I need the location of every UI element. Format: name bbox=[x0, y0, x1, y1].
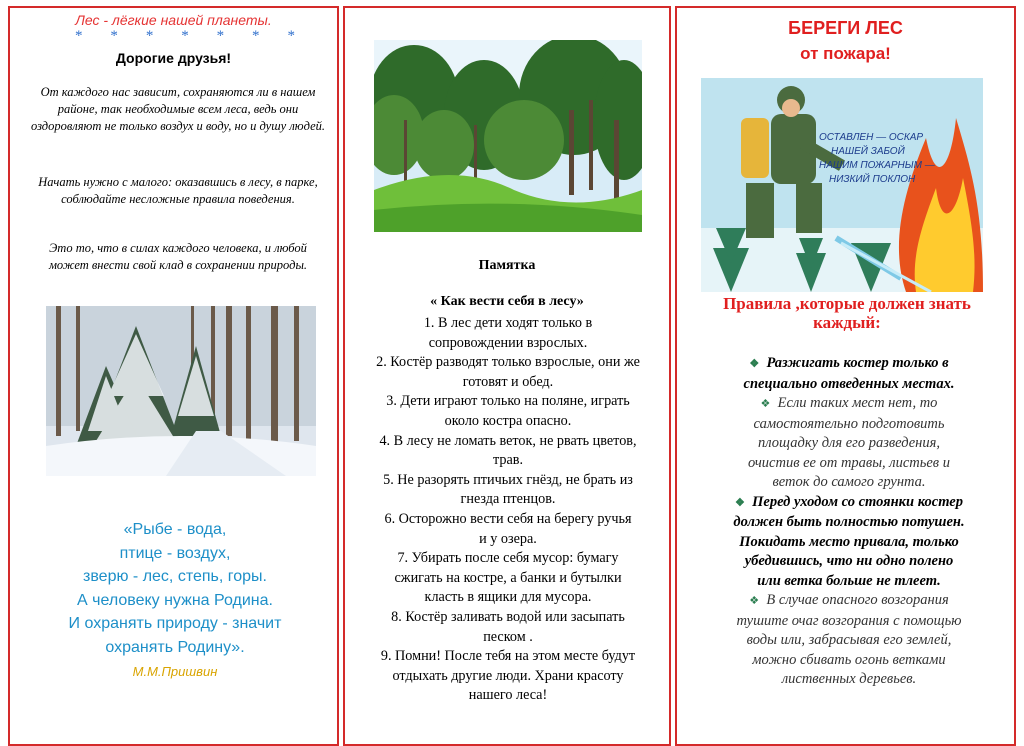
rule-line: сжигать на костре, а банки и бутылки bbox=[394, 569, 622, 586]
quote-line: «Рыбе - вода, bbox=[123, 521, 227, 538]
fire-rule-line: Разжигать костер только в bbox=[766, 355, 949, 371]
rule-item bbox=[349, 608, 667, 647]
rule-line: 7. Убирать после себя мусор: бумагу bbox=[397, 550, 619, 567]
fire-rule-line: или ветка больше не тлеет. bbox=[757, 572, 941, 589]
quote-line: зверю - лес, степь, горы. bbox=[83, 568, 267, 586]
star: * bbox=[252, 28, 260, 44]
forest-rules-list bbox=[349, 314, 667, 706]
fire-rule-line: Покидать место привала, только bbox=[739, 533, 959, 550]
fire-rules-title bbox=[687, 294, 1007, 332]
fire-rule-line: веток до самого грунта. bbox=[772, 474, 926, 490]
star: * bbox=[181, 28, 189, 44]
rule-line: 5. Не разорять птичьих гнёзд, не брать из bbox=[383, 471, 633, 488]
panel-left-title: Лес - лёгкие нашей планеты. bbox=[75, 12, 272, 28]
fire-rule-line: самостоятельно подготовить bbox=[753, 415, 945, 432]
rule-item bbox=[349, 471, 667, 510]
diamond-bullet-icon: ❖ bbox=[749, 595, 760, 607]
winter-forest-photo bbox=[46, 306, 316, 476]
summer-forest-photo bbox=[374, 40, 642, 232]
fire-rule-item bbox=[687, 394, 1011, 493]
rule-item bbox=[349, 510, 667, 549]
rule-line: 8. Костёр заливать водой или засыпать bbox=[391, 608, 625, 625]
poster-text-line: НИЗКИЙ ПОКЛОН bbox=[829, 174, 916, 185]
rule-line: отдыхать другие люди. Храни красоту bbox=[392, 667, 624, 684]
star: * bbox=[75, 28, 83, 44]
poster-text-line: НАШИМ ПОЖАРНЫМ — bbox=[819, 160, 935, 171]
intro-paragraph: Начать нужно с малого: оказавшись в лесу, в парке, соблюдайте несложные правила поведения. bbox=[38, 175, 318, 206]
rule-line: трав. bbox=[492, 452, 523, 469]
rule-line: гнезда птенцов. bbox=[460, 491, 556, 508]
quote-author: М.М.Пришвин bbox=[132, 664, 218, 679]
rule-line: класть в ящики для мусора. bbox=[424, 589, 592, 606]
rule-line: и у озера. bbox=[479, 530, 537, 547]
fire-rule-item bbox=[687, 354, 1011, 394]
rule-item bbox=[349, 432, 667, 471]
rule-line: 4. В лесу не ломать веток, не рвать цветов, bbox=[379, 432, 637, 449]
fire-rule-line: Перед уходом со стоянки костер bbox=[752, 493, 963, 510]
fire-rule-line: площадку для его разведения, bbox=[757, 435, 940, 451]
rule-line: около костра опасно. bbox=[444, 412, 572, 429]
fire-rule-line: специально отведенных местах. bbox=[743, 375, 955, 392]
rule-line: 9. Помни! После тебя на этом месте будут bbox=[380, 648, 636, 665]
diamond-bullet-icon: ❖ bbox=[735, 496, 745, 509]
rule-item bbox=[349, 392, 667, 431]
rule-line: 3. Дети играют только на поляне, играть bbox=[386, 393, 630, 410]
fire-rule-item bbox=[687, 493, 1011, 592]
fire-rule-line: очистив ее от травы, листьев и bbox=[748, 454, 950, 471]
poster-text-line: НАШЕЙ ЗАБОЙ bbox=[831, 146, 905, 157]
fire-rule-line: Если таких мест нет, то bbox=[777, 395, 938, 411]
fire-rule-line: лиственных деревьев. bbox=[781, 671, 917, 687]
rule-item bbox=[349, 549, 667, 608]
rule-line: 6. Осторожно вести себя на берегу ручья bbox=[384, 510, 632, 527]
memo-subtitle: « Как вести себя в лесу» bbox=[430, 294, 584, 309]
intro-paragraph: Это то, что в силах каждого человека, и любой может внести свой клад в сохранении природы. bbox=[48, 241, 308, 272]
poster-subtitle: от пожара! bbox=[800, 44, 891, 63]
rule-line: песком . bbox=[483, 628, 533, 645]
fire-rule-line: тушите очаг возгорания с помощью bbox=[736, 612, 962, 629]
rule-line: 1. В лес дети ходят только в bbox=[423, 315, 593, 331]
star: * bbox=[287, 28, 295, 44]
panel-left bbox=[8, 6, 339, 746]
quote-line: птице - воздух, bbox=[119, 544, 231, 562]
rule-item bbox=[349, 647, 667, 706]
diamond-bullet-icon: ❖ bbox=[760, 398, 771, 410]
fire-rules-title-line: каждый: bbox=[813, 313, 881, 332]
panel-middle bbox=[343, 6, 671, 746]
star: * bbox=[145, 28, 154, 44]
fire-rule-line: В случае опасного возгорания bbox=[766, 592, 949, 608]
firefighter-poster-illustration bbox=[701, 78, 983, 292]
poster-text-line: ОСТАВЛЕН — ОСКАР bbox=[819, 132, 924, 143]
greeting: Дорогие друзья! bbox=[115, 50, 232, 66]
intro-paragraph: От каждого нас зависит, сохраняются ли в нашем районе, так необходимые всем леса, ведь они оздоровляют не только воздух и воду, но и душу людей. bbox=[30, 85, 325, 133]
fire-rule-line: можно сбивать огонь ветками bbox=[752, 651, 946, 668]
fire-rules-list bbox=[687, 354, 1011, 690]
rule-line: 2. Костёр разводят только взрослые, они же bbox=[376, 354, 640, 371]
rule-line: нашего леса! bbox=[468, 687, 548, 704]
stars-divider bbox=[75, 28, 295, 45]
rule-line: сопровождении взрослых. bbox=[428, 334, 588, 351]
rule-line: готовят и обед. bbox=[462, 373, 554, 390]
star: * bbox=[216, 28, 225, 44]
fire-rule-line: убедившись, что ни одно полено bbox=[744, 553, 954, 569]
poster-title: БЕРЕГИ ЛЕС bbox=[788, 18, 903, 38]
fire-rule-line: воды или, забрасывая его землей, bbox=[746, 632, 952, 648]
rule-item bbox=[349, 314, 667, 353]
star: * bbox=[110, 28, 118, 44]
fire-rules-title-line: Правила ,которые должен знать bbox=[723, 294, 971, 313]
panel-right bbox=[675, 6, 1016, 746]
prishvin-quote bbox=[20, 518, 330, 660]
fire-rule-item bbox=[687, 591, 1011, 690]
memo-title: Памятка bbox=[478, 258, 536, 273]
quote-line: И охранять природу - значит bbox=[68, 615, 282, 633]
diamond-bullet-icon: ❖ bbox=[749, 358, 760, 370]
quote-line: охранять Родину». bbox=[105, 638, 245, 656]
rule-item bbox=[349, 353, 667, 392]
fire-rule-line: должен быть полностью потушен. bbox=[733, 514, 965, 530]
quote-line: А человеку нужна Родина. bbox=[77, 591, 273, 609]
